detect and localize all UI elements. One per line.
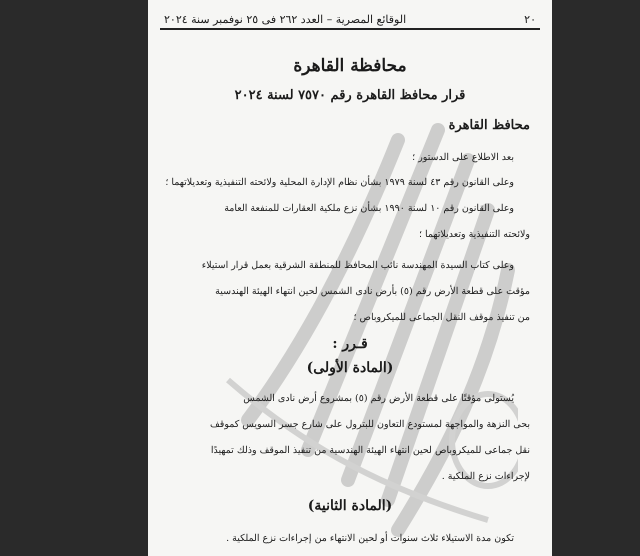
issuer-label: محافظ القاهرة <box>448 118 530 133</box>
preamble-line: وعلى كتاب السيدة المهندسة نائب المحافظ للمنطقة الشرقية بعمل قرار استيلاء <box>201 260 514 271</box>
preamble-line: بعد الاطلاع على الدستور ؛ <box>412 152 514 163</box>
article-1-line: بحى النزهة والمواجهة لمستودع التعاون للبترول على شارع جسر السويس كموقف <box>209 419 530 430</box>
decree-title: قرار محافظ القاهرة رقم ٧٥٧٠ لسنة ٢٠٢٤ <box>234 88 466 103</box>
page-header <box>164 6 536 26</box>
article-1-line: لإجراءات نزع الملكية . <box>441 471 530 482</box>
preamble-line: مؤقت على قطعة الأرض رقم (٥) بأرض نادى الشمس لحين انتهاء الهيئة الهندسية <box>215 286 530 297</box>
decided-heading: قـرر : <box>332 336 368 352</box>
page-number: ٢٠ <box>524 13 536 26</box>
article-2-title: (المادة الثانية) <box>307 498 393 514</box>
article-1-line: نقل جماعى للميكروباص لحين انتهاء الهيئة الهندسية من تنفيذ الموقف وذلك تمهيدًا <box>210 445 530 456</box>
preamble-line: وعلى القانون رقم ٤٣ لسنة ١٩٧٩ بشأن نظام الإدارة المحلية ولائحته التنفيذية وتعديلاتهما ؛ <box>165 177 514 188</box>
article-1-title: (المادة الأولى) <box>306 360 394 376</box>
publication-line: الوقائع المصرية – العدد ٢٦٢ فى ٢٥ نوفمبر سنة ٢٠٢٤ <box>164 13 407 26</box>
preamble-line: ولائحته التنفيذية وتعديلاتهما ؛ <box>418 229 530 240</box>
viewer-background-right <box>552 0 640 556</box>
header-rule <box>160 28 540 30</box>
viewer-background-left <box>0 0 148 556</box>
article-1-line: يُستولى مؤقتًا على قطعة الأرض رقم (٥) بمشروع أرض نادى الشمس <box>243 393 514 404</box>
governorate-title: محافظة القاهرة <box>293 56 407 76</box>
article-2-line: تكون مدة الاستيلاء ثلاث سنوات أو لحين الانتهاء من إجراءات نزع الملكية . <box>226 533 514 544</box>
document-page <box>148 0 552 556</box>
preamble-line: وعلى القانون رقم ١٠ لسنة ١٩٩٠ بشأن نزع ملكية العقارات للمنفعة العامة <box>224 203 514 214</box>
preamble-line: من تنفيذ موقف النقل الجماعى للميكروباص ؛ <box>353 312 530 323</box>
